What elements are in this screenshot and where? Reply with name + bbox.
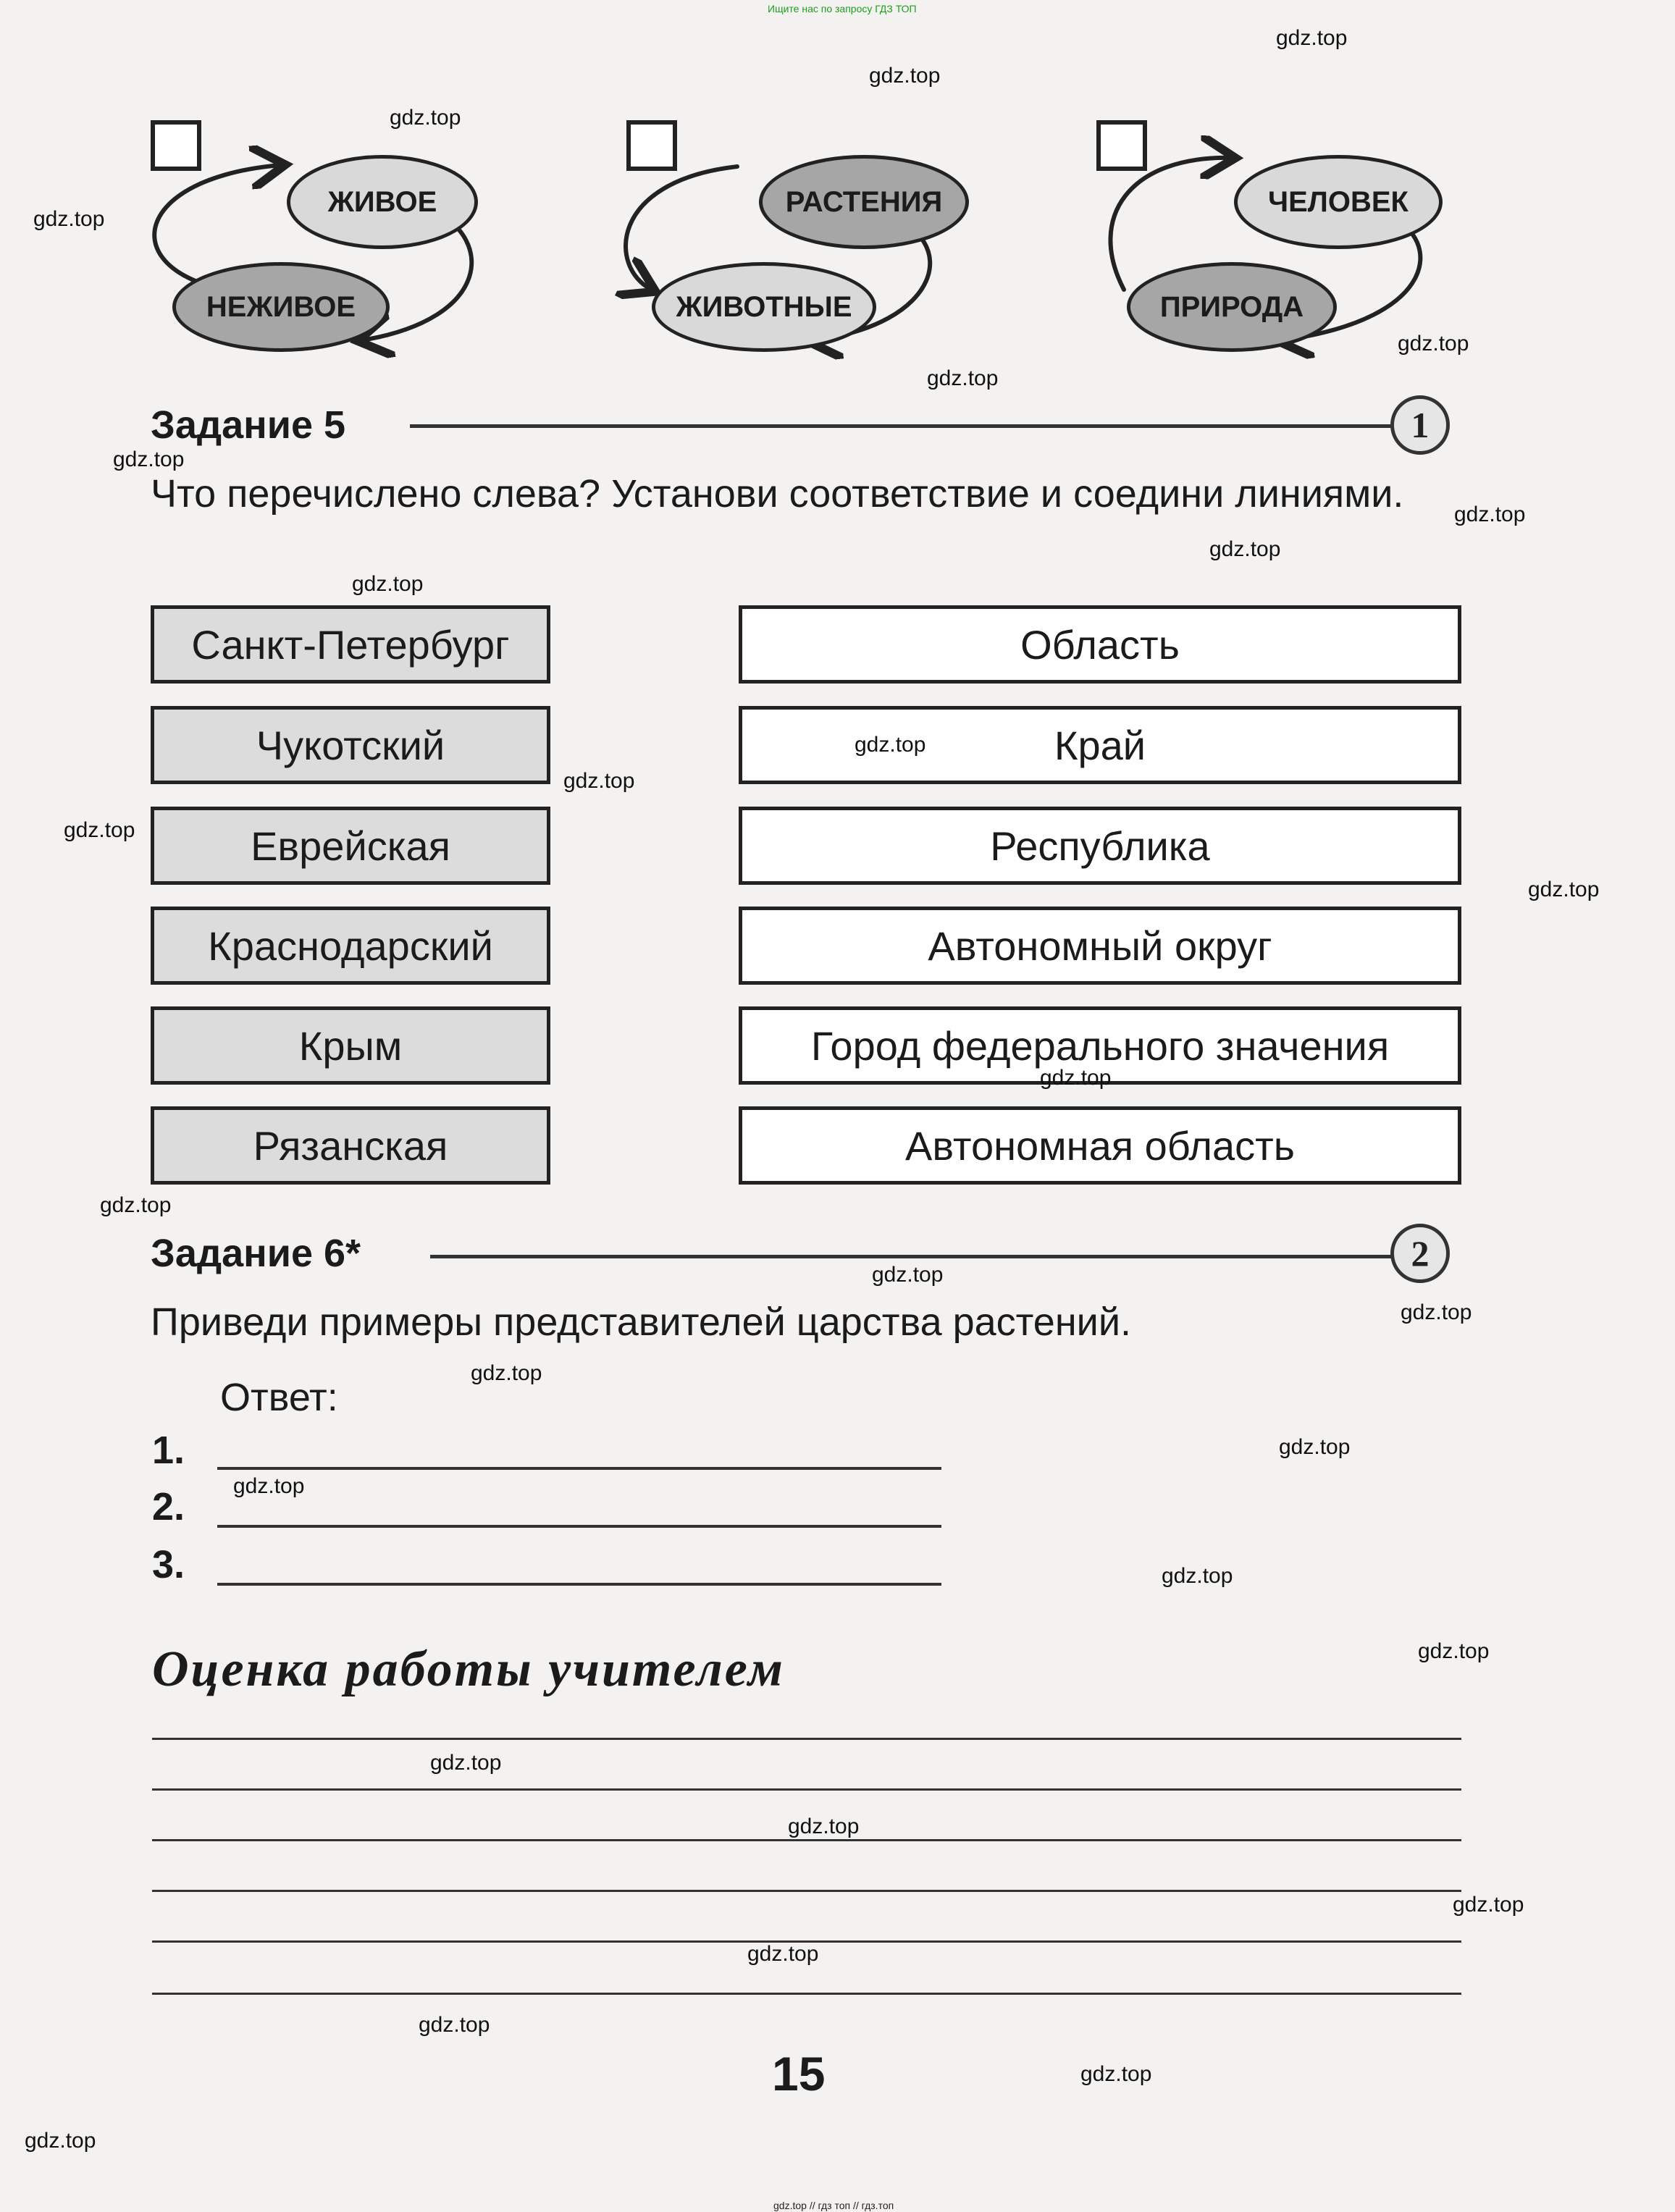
task6-title: Задание 6* [151, 1232, 361, 1275]
left-box-5[interactable]: Крым [151, 1006, 550, 1085]
right-box-1[interactable]: Область [739, 605, 1461, 684]
watermark: gdz.top [419, 2013, 490, 2037]
watermark: gdz.top [113, 447, 185, 471]
watermark: gdz.top [233, 1474, 305, 1498]
grade-line-2[interactable] [152, 1788, 1461, 1791]
task5-text: Что перечислено слева? Установи соответствие и соедини линиями. [151, 472, 1404, 516]
watermark: gdz.top [872, 1263, 944, 1287]
right-box-5[interactable]: Город федерального значения [739, 1006, 1461, 1085]
left-box-2[interactable]: Чукотский [151, 706, 550, 784]
task5-badge: 1 [1390, 395, 1450, 455]
watermark: gdz.top [430, 1751, 502, 1775]
task6-rule [430, 1255, 1405, 1258]
watermark: gdz.top [1080, 2062, 1152, 2086]
answer-number-2: 2. [152, 1485, 185, 1528]
watermark: gdz.top [855, 733, 926, 757]
watermark: gdz.top [1418, 1639, 1490, 1663]
watermark: gdz.top [64, 818, 135, 842]
oval-nonliving: НЕЖИВОЕ [172, 262, 390, 352]
right-box-4[interactable]: Автономный округ [739, 907, 1461, 985]
checkbox-diagram-2[interactable] [626, 120, 677, 171]
watermark: gdz.top [1401, 1300, 1472, 1324]
oval-plants: РАСТЕНИЯ [759, 155, 969, 249]
watermark: gdz.top [33, 207, 105, 231]
watermark: gdz.top [1398, 332, 1469, 356]
grade-line-6[interactable] [152, 1993, 1461, 1995]
task5-rule [410, 424, 1405, 428]
watermark: gdz.top [788, 1814, 860, 1838]
left-box-3[interactable]: Еврейская [151, 807, 550, 885]
right-box-2[interactable]: Край [739, 706, 1461, 784]
watermark: gdz.top [1209, 537, 1281, 561]
right-box-6[interactable]: Автономная область [739, 1106, 1461, 1185]
task5-title: Задание 5 [151, 403, 346, 447]
oval-animals: ЖИВОТНЫЕ [652, 262, 876, 352]
oval-human: ЧЕЛОВЕК [1234, 155, 1443, 249]
footer-note: gdz.top // гдз топ // гдз.топ [773, 2200, 894, 2211]
checkbox-diagram-1[interactable] [151, 120, 201, 171]
answer-label: Ответ: [220, 1376, 338, 1419]
watermark: gdz.top [563, 769, 635, 793]
task6-badge: 2 [1390, 1224, 1450, 1283]
header-note: Ищите нас по запросу ГДЗ ТОП [768, 3, 917, 14]
answer-number-1: 1. [152, 1429, 185, 1472]
watermark: gdz.top [100, 1193, 172, 1217]
grade-title: Оценка работы учителем [152, 1641, 785, 1697]
watermark: gdz.top [1276, 26, 1348, 50]
watermark: gdz.top [1454, 502, 1526, 526]
oval-nature: ПРИРОДА [1127, 262, 1337, 352]
left-box-6[interactable]: Рязанская [151, 1106, 550, 1185]
watermark: gdz.top [927, 366, 999, 390]
grade-line-4[interactable] [152, 1890, 1461, 1892]
grade-line-3[interactable] [152, 1839, 1461, 1841]
watermark: gdz.top [1162, 1564, 1233, 1588]
answer-line-3[interactable] [217, 1583, 941, 1586]
right-box-3[interactable]: Республика [739, 807, 1461, 885]
checkbox-diagram-3[interactable] [1096, 120, 1147, 171]
page-number: 15 [772, 2047, 826, 2100]
answer-number-3: 3. [152, 1543, 185, 1586]
watermark: gdz.top [1040, 1066, 1112, 1090]
left-box-1[interactable]: Санкт-Петербург [151, 605, 550, 684]
watermark: gdz.top [1279, 1435, 1351, 1459]
task6-text: Приведи примеры представителей царства растений. [151, 1300, 1131, 1344]
watermark: gdz.top [25, 2129, 96, 2153]
watermark: gdz.top [747, 1942, 819, 1966]
watermark: gdz.top [471, 1361, 542, 1385]
watermark: gdz.top [390, 106, 461, 130]
oval-alive: ЖИВОЕ [287, 155, 478, 249]
left-box-4[interactable]: Краснодарский [151, 907, 550, 985]
grade-line-1[interactable] [152, 1738, 1461, 1740]
answer-line-2[interactable] [217, 1525, 941, 1528]
watermark: gdz.top [1528, 878, 1600, 901]
watermark: gdz.top [1453, 1893, 1524, 1917]
watermark: gdz.top [352, 572, 424, 596]
watermark: gdz.top [869, 64, 941, 88]
answer-line-1[interactable] [217, 1467, 941, 1470]
